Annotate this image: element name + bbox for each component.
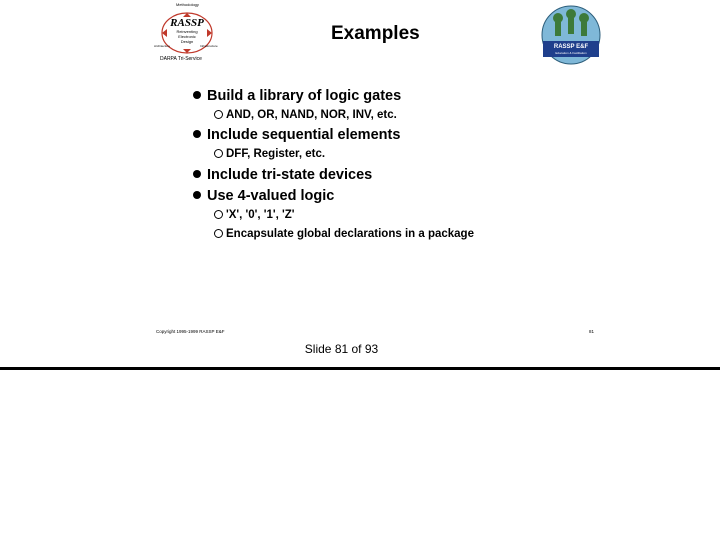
bullet-2	[193, 127, 400, 143]
sub-bullet-4-2-text: Encapsulate global declarations in a package	[226, 228, 474, 240]
sub-bullet-ring-icon	[214, 110, 223, 119]
bullet-3-text: Include tri-state devices	[207, 167, 373, 183]
logo-left-caption: DARPA Tri-Service	[160, 56, 202, 62]
logo-left-name: RASSP	[170, 17, 204, 29]
bullet-2-text: Include sequential elements	[207, 127, 401, 143]
bullet-1-text: Build a library of logic gates	[207, 88, 402, 104]
bullet-3	[193, 167, 372, 183]
slide-counter: Slide 81 of 93	[304, 342, 379, 356]
sub-bullet-ring-icon	[214, 149, 223, 158]
rassp-ef-globe-logo	[538, 4, 604, 66]
sub-bullet-ring-icon	[214, 210, 223, 219]
sub-bullet-4-1	[214, 209, 295, 221]
slide-title: Examples	[331, 23, 420, 44]
sub-bullet-2-1	[214, 148, 325, 160]
logo-left-left-text: Architecture	[154, 44, 171, 48]
logo-right-name: RASSP E&F	[553, 44, 589, 50]
footer-page-number: 81	[589, 329, 595, 334]
logo-left-line-1: Reinventing	[176, 29, 198, 34]
logo-left-line-2: Electronic	[178, 34, 196, 39]
bullet-dot-icon	[193, 130, 201, 138]
logo-left-top-text: Methodology	[176, 2, 199, 7]
sub-bullet-2-1-text: DFF, Register, etc.	[226, 148, 326, 160]
bullet-dot-icon	[193, 191, 201, 199]
sub-bullet-ring-icon	[214, 229, 223, 238]
bullet-4	[193, 188, 334, 204]
footer-copyright: Copyright 1995-1999 RASSP E&F	[156, 329, 225, 334]
sub-bullet-1-1-text: AND, OR, NAND, NOR, INV, etc.	[226, 109, 397, 121]
logo-right-sub: Education & Facilitation	[555, 51, 587, 55]
logo-left-right-text: Infrastructure	[200, 44, 218, 48]
bullet-1	[193, 88, 401, 104]
rassp-logo	[152, 2, 222, 62]
sub-bullet-4-2	[214, 228, 474, 240]
bullet-4-text: Use 4-valued logic	[207, 188, 335, 204]
bullet-dot-icon	[193, 170, 201, 178]
sub-bullet-4-1-text: 'X', '0', '1', 'Z'	[226, 209, 295, 221]
bullet-dot-icon	[193, 91, 201, 99]
sub-bullet-1-1	[214, 109, 397, 121]
divider	[0, 367, 720, 370]
logo-left-line-3: Design	[180, 39, 194, 44]
